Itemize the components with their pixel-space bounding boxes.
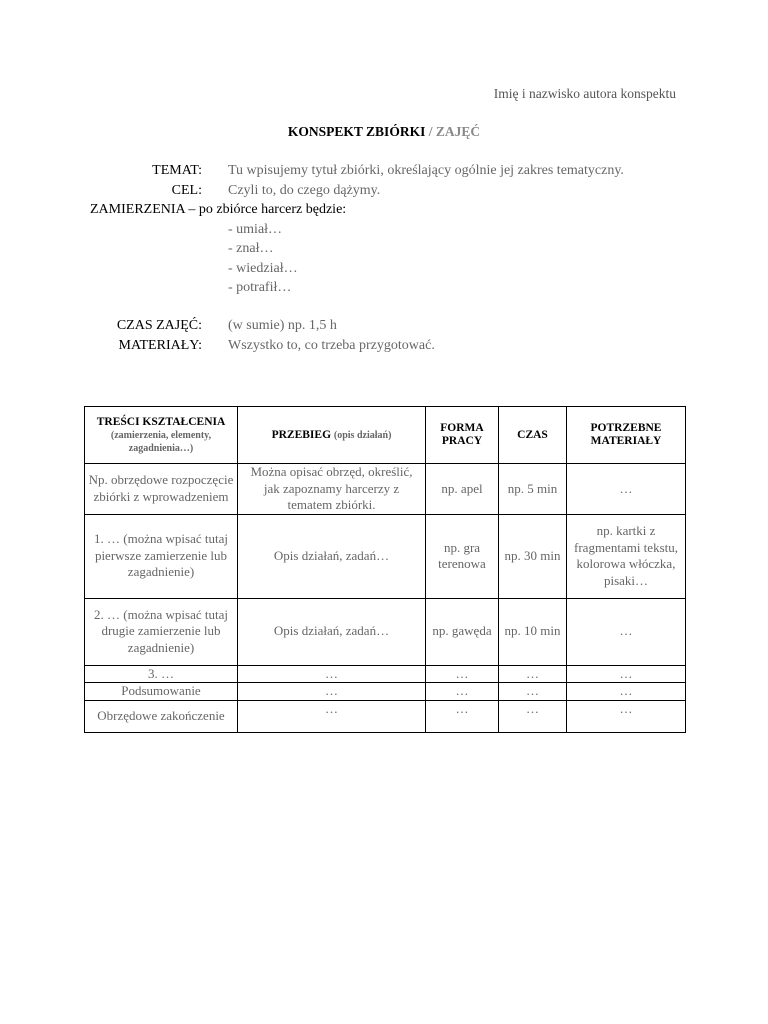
table-row <box>85 464 686 515</box>
info-section-2 <box>0 316 768 355</box>
cell: Np. obrzędowe rozpoczęcie zbiórki z wprowadzeniem <box>85 464 238 515</box>
cell: … <box>426 700 499 732</box>
cell: Podsumowanie <box>85 683 238 701</box>
topic-label: TEMAT: <box>152 163 202 178</box>
header-content-sub: (zamierzenia, elementy, zagadnienia…) <box>110 429 212 454</box>
header-content <box>85 407 238 464</box>
title-accent: / ZAJĘĆ <box>428 124 481 139</box>
materials-label: MATERIAŁY: <box>118 337 202 353</box>
cell: np. gawęda <box>426 598 499 665</box>
cell: … <box>499 665 567 683</box>
objective-item <box>0 239 768 259</box>
cell: … <box>567 598 686 665</box>
time-label: CZAS ZAJĘĆ: <box>116 318 202 333</box>
cell: … <box>567 464 686 515</box>
goal-row <box>0 181 768 201</box>
cell: np. kartki z fragmentami tekstu, kolorowa włóczka, pisaki… <box>567 514 686 598</box>
cell: … <box>238 665 426 683</box>
cell: Obrzędowe zakończenie <box>85 700 238 732</box>
cell: … <box>499 700 567 732</box>
author-name: Imię i nazwisko autora konspektu <box>493 86 676 101</box>
title-main: KONSPEKT ZBIÓRKI <box>287 124 429 139</box>
objective-item-3: - wiedział… <box>228 260 298 276</box>
cell: np. 5 min <box>499 464 567 515</box>
header-materials: POTRZEBNE MATERIAŁY <box>567 407 686 464</box>
objective-item-4: - potrafił… <box>228 280 292 295</box>
cell: np. apel <box>426 464 499 515</box>
objectives-row <box>0 200 768 220</box>
topic-value: Tu wpisujemy tytuł zbiórki, określający ogólnie jej zakres tematyczny. <box>228 163 624 178</box>
objective-item <box>0 278 768 298</box>
cell: np. 30 min <box>499 514 567 598</box>
table-row <box>85 514 686 598</box>
time-value: (w sumie) np. 1,5 h <box>228 318 337 333</box>
objective-item <box>0 220 768 240</box>
table-header-row <box>85 407 686 464</box>
objectives-label: ZAMIERZENIA – po zbiórce harcerz będzie: <box>90 202 347 217</box>
cell: 1. … (można wpisać tutaj pierwsze zamierzenie lub zagadnienie) <box>85 514 238 598</box>
materials-value: Wszystko to, co trzeba przygotować. <box>228 337 435 353</box>
cell: … <box>567 683 686 701</box>
header-course-sub: (opis działań) <box>333 429 392 441</box>
cell: … <box>238 683 426 701</box>
header-content-label: TREŚCI KSZTAŁCENIA <box>96 415 226 428</box>
info-section <box>0 161 768 298</box>
cell: Można opisać obrzęd, określić, jak zapoznamy harcerzy z tematem zbiórki. <box>238 464 426 515</box>
goal-value: Czyli to, do czego dążymy. <box>228 182 381 198</box>
table-row <box>85 700 686 732</box>
cell: … <box>426 683 499 701</box>
objective-item-2: - znał… <box>228 241 274 256</box>
cell: 3. … <box>85 665 238 683</box>
objective-item <box>0 259 768 279</box>
cell: 2. … (można wpisać tutaj drugie zamierzenie lub zagadnienie) <box>85 598 238 665</box>
goal-label: CEL: <box>171 182 202 198</box>
cell: … <box>567 700 686 732</box>
lesson-plan-table <box>84 406 686 733</box>
table-row <box>85 683 686 701</box>
header-course <box>238 407 426 464</box>
cell: np. 10 min <box>499 598 567 665</box>
cell: … <box>567 665 686 683</box>
table-row <box>85 598 686 665</box>
cell: … <box>426 665 499 683</box>
cell: Opis działań, zadań… <box>238 598 426 665</box>
header-time: CZAS <box>499 407 567 464</box>
topic-row <box>0 161 768 181</box>
materials-row <box>0 336 768 356</box>
cell: … <box>238 700 426 732</box>
cell: … <box>499 683 567 701</box>
cell: Opis działań, zadań… <box>238 514 426 598</box>
objective-item-1: - umiał… <box>228 221 283 237</box>
document-title <box>0 124 768 140</box>
header-course-label: PRZEBIEG <box>271 428 334 441</box>
time-row <box>0 316 768 336</box>
table-row <box>85 665 686 683</box>
cell: np. gra terenowa <box>426 514 499 598</box>
header-form: FORMA PRACY <box>426 407 499 464</box>
